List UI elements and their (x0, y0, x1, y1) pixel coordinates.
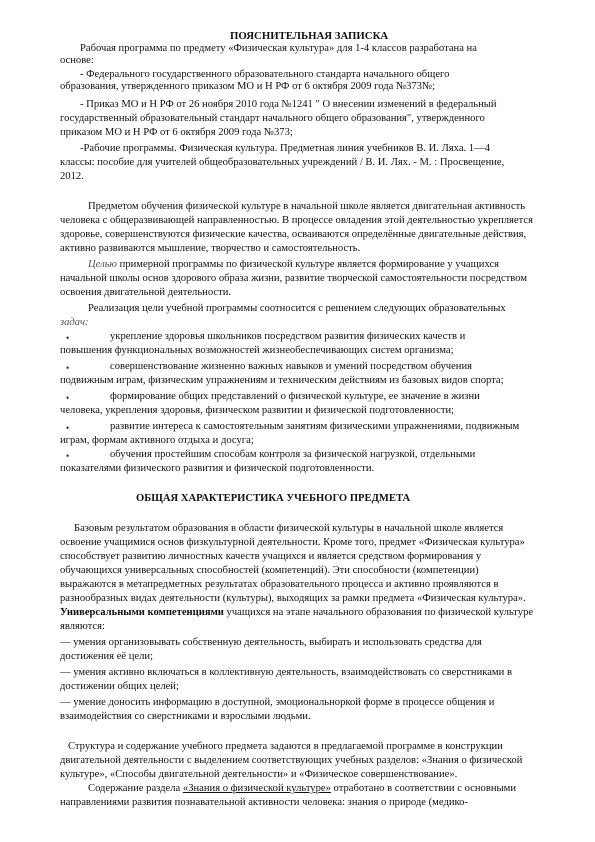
general-line-11: — умения активно включаться в коллективную деятельность, взаимодействовать со сверстниками в (60, 667, 512, 678)
para1-line-1: Предметом обучения физической культуре в начальной школе является двигательная активность (88, 201, 526, 212)
task-3-line-2: человека, укрепления здоровья, физическом развитии и физической подготовленности; (60, 405, 455, 416)
para1-line-2: человека с общеразвивающей направленностью. В процессе овладения этой деятельностью укрепляется (60, 215, 533, 226)
intro-basis-2: образования, утвержденного приказом МО и Н РФ от 6 октября 2009 года №373№; (60, 81, 436, 92)
structure-line-1: Структура и содержание учебного предмета задаются в предлагаемой программе в конструкции (68, 741, 503, 752)
order-line-1: - Приказ МО и Н РФ от 26 ноября 2010 года №1241 " О внесении изменений в федеральный (80, 99, 497, 110)
general-line-6: разнообразных видах деятельности (культуры), выходящих за рамки предмета «Физическая культура». (60, 593, 526, 604)
structure-line-4 (88, 782, 516, 795)
competencies-text: учащихся на этапе начального образования по физической культуре (223, 607, 534, 618)
program-line-3: 2012. (60, 171, 84, 182)
para2-line-1 (88, 258, 556, 271)
general-line-9: — умения организовывать собственную деятельность, выбирать и использовать средства для (60, 637, 482, 648)
competencies-term: Универсальными компетенциями (60, 607, 224, 618)
intro-line-1: Рабочая программа по предмету «Физическая культура» для 1-4 классов разработана на (80, 43, 477, 54)
structure-line-5: направлениями развития познавательной активности человека: знания о природе (медико- (60, 797, 468, 808)
task-1-line-1: укрепление здоровья школьников посредством развития физических качеств и (110, 331, 466, 342)
para1-line-3: здоровье, совершенствуются физические качества, осваиваются определённые двигательные действия, (60, 229, 527, 240)
general-line-3: способствует развитию личностных качеств учащихся и является средством формирования у (60, 551, 482, 562)
bullet-icon: • (66, 393, 70, 403)
general-line-2: освоение учащимися основ физкультурной деятельности. Кроме того, предмет «Физическая культура» (60, 537, 525, 548)
general-line-14: взаимодействия со сверстниками и взрослыми людьми. (60, 711, 311, 722)
page-title: ПОЯСНИТЕЛЬНАЯ ЗАПИСКА (230, 30, 389, 42)
general-line-12: достижении общих целей; (60, 681, 179, 692)
task-5-line-1: обучения простейшим способам контроля за физической нагрузкой, отдельными (110, 449, 476, 460)
program-line-1: -Рабочие программы. Физическая культура. Предметная линия учебников В. И. Ляха. 1—4 (80, 143, 490, 154)
structure-line-2: двигательной деятельности с выделением соответствующих учебных разделов: «Знания о физической (60, 755, 523, 766)
tasks-label: задач: (60, 317, 89, 328)
general-line-1: Базовым результатом образования в области физической культуры в начальной школе является (74, 523, 504, 534)
task-1-line-2: повышения функциональных возможностей жизнеобеспечивающих систем организма; (60, 345, 454, 356)
general-line-5: выражаются в метапредметных результатах образовательного процесса и активно проявляются в (60, 579, 499, 590)
structure-line-3: культуре», «Способы двигательной деятельности» и «Физическое совершенствование». (60, 769, 458, 780)
order-line-3: приказом МО и Н РФ от 6 октября 2009 года №373; (60, 127, 293, 138)
intro-basis-1: - Федерального государственного образовательного стандарта начального общего (80, 69, 450, 80)
general-line-13: — умение доносить информацию в доступной, эмоциональноркой форме в процессе общения и (60, 697, 495, 708)
para3-line-1: Реализация цели учебной программы соотносится с решением следующих образовательных (88, 303, 506, 314)
intro-line-2: основе: (60, 55, 94, 66)
task-4-line-1: развитие интереса к самостоятельным занятиям физическими упражнениями, подвижным (110, 421, 520, 432)
task-2-line-1: совершенствование жизненно важных навыков и умений посредством обучения (110, 361, 473, 372)
structure-prefix: Содержание раздела (88, 783, 183, 794)
program-line-2: классы: пособие для учителей общеобразовательных учреждений / В. И. Лях. - М. : Просвещение, (60, 157, 505, 168)
general-line-4: обучающихся универсальных способностей (компетенций). Эти способности (компетенции) (60, 565, 479, 576)
general-line-8: являются: (60, 621, 105, 632)
task-5-line-2: показателями физического развития и физической подготовленности. (60, 463, 375, 474)
section-heading: ОБЩАЯ ХАРАКТЕРИСТИКА УЧЕБНОГО ПРЕДМЕТА (136, 493, 411, 504)
general-line-7 (60, 606, 533, 619)
structure-suffix: отработано в соответствии с основными (330, 783, 516, 794)
bullet-icon: • (66, 451, 70, 461)
section-link[interactable]: «Знания о физической культуре» (182, 783, 331, 794)
para2-line-3: освоения двигательной деятельности. (60, 287, 232, 298)
para2-line-2: начальной школы основ здорового образа жизни, развитие творческой самостоятельности посредством (60, 273, 528, 284)
general-line-10: достижения её цели; (60, 651, 154, 662)
task-4-line-2: играм, формам активного отдыха и досуга; (60, 435, 254, 446)
order-line-2: государственный образовательный стандарт начального общего образования", утвержденного (60, 113, 485, 124)
goal-text: примерной программы по физической культуре является формирование у учащихся (119, 259, 500, 270)
bullet-icon: • (66, 363, 70, 373)
task-3-line-1: формирование общих представлений о физической культуре, ее значение в жизни (110, 391, 480, 402)
para1-line-4: активно развиваются мышление, творчество и самостоятельность. (60, 243, 361, 254)
task-2-line-2: подвижным играм, физическим упражнениям и техническим действиям из базовых видов спорта; (60, 375, 504, 386)
goal-word: Целью (88, 259, 117, 270)
bullet-icon: • (66, 333, 70, 343)
bullet-icon: • (66, 423, 70, 433)
